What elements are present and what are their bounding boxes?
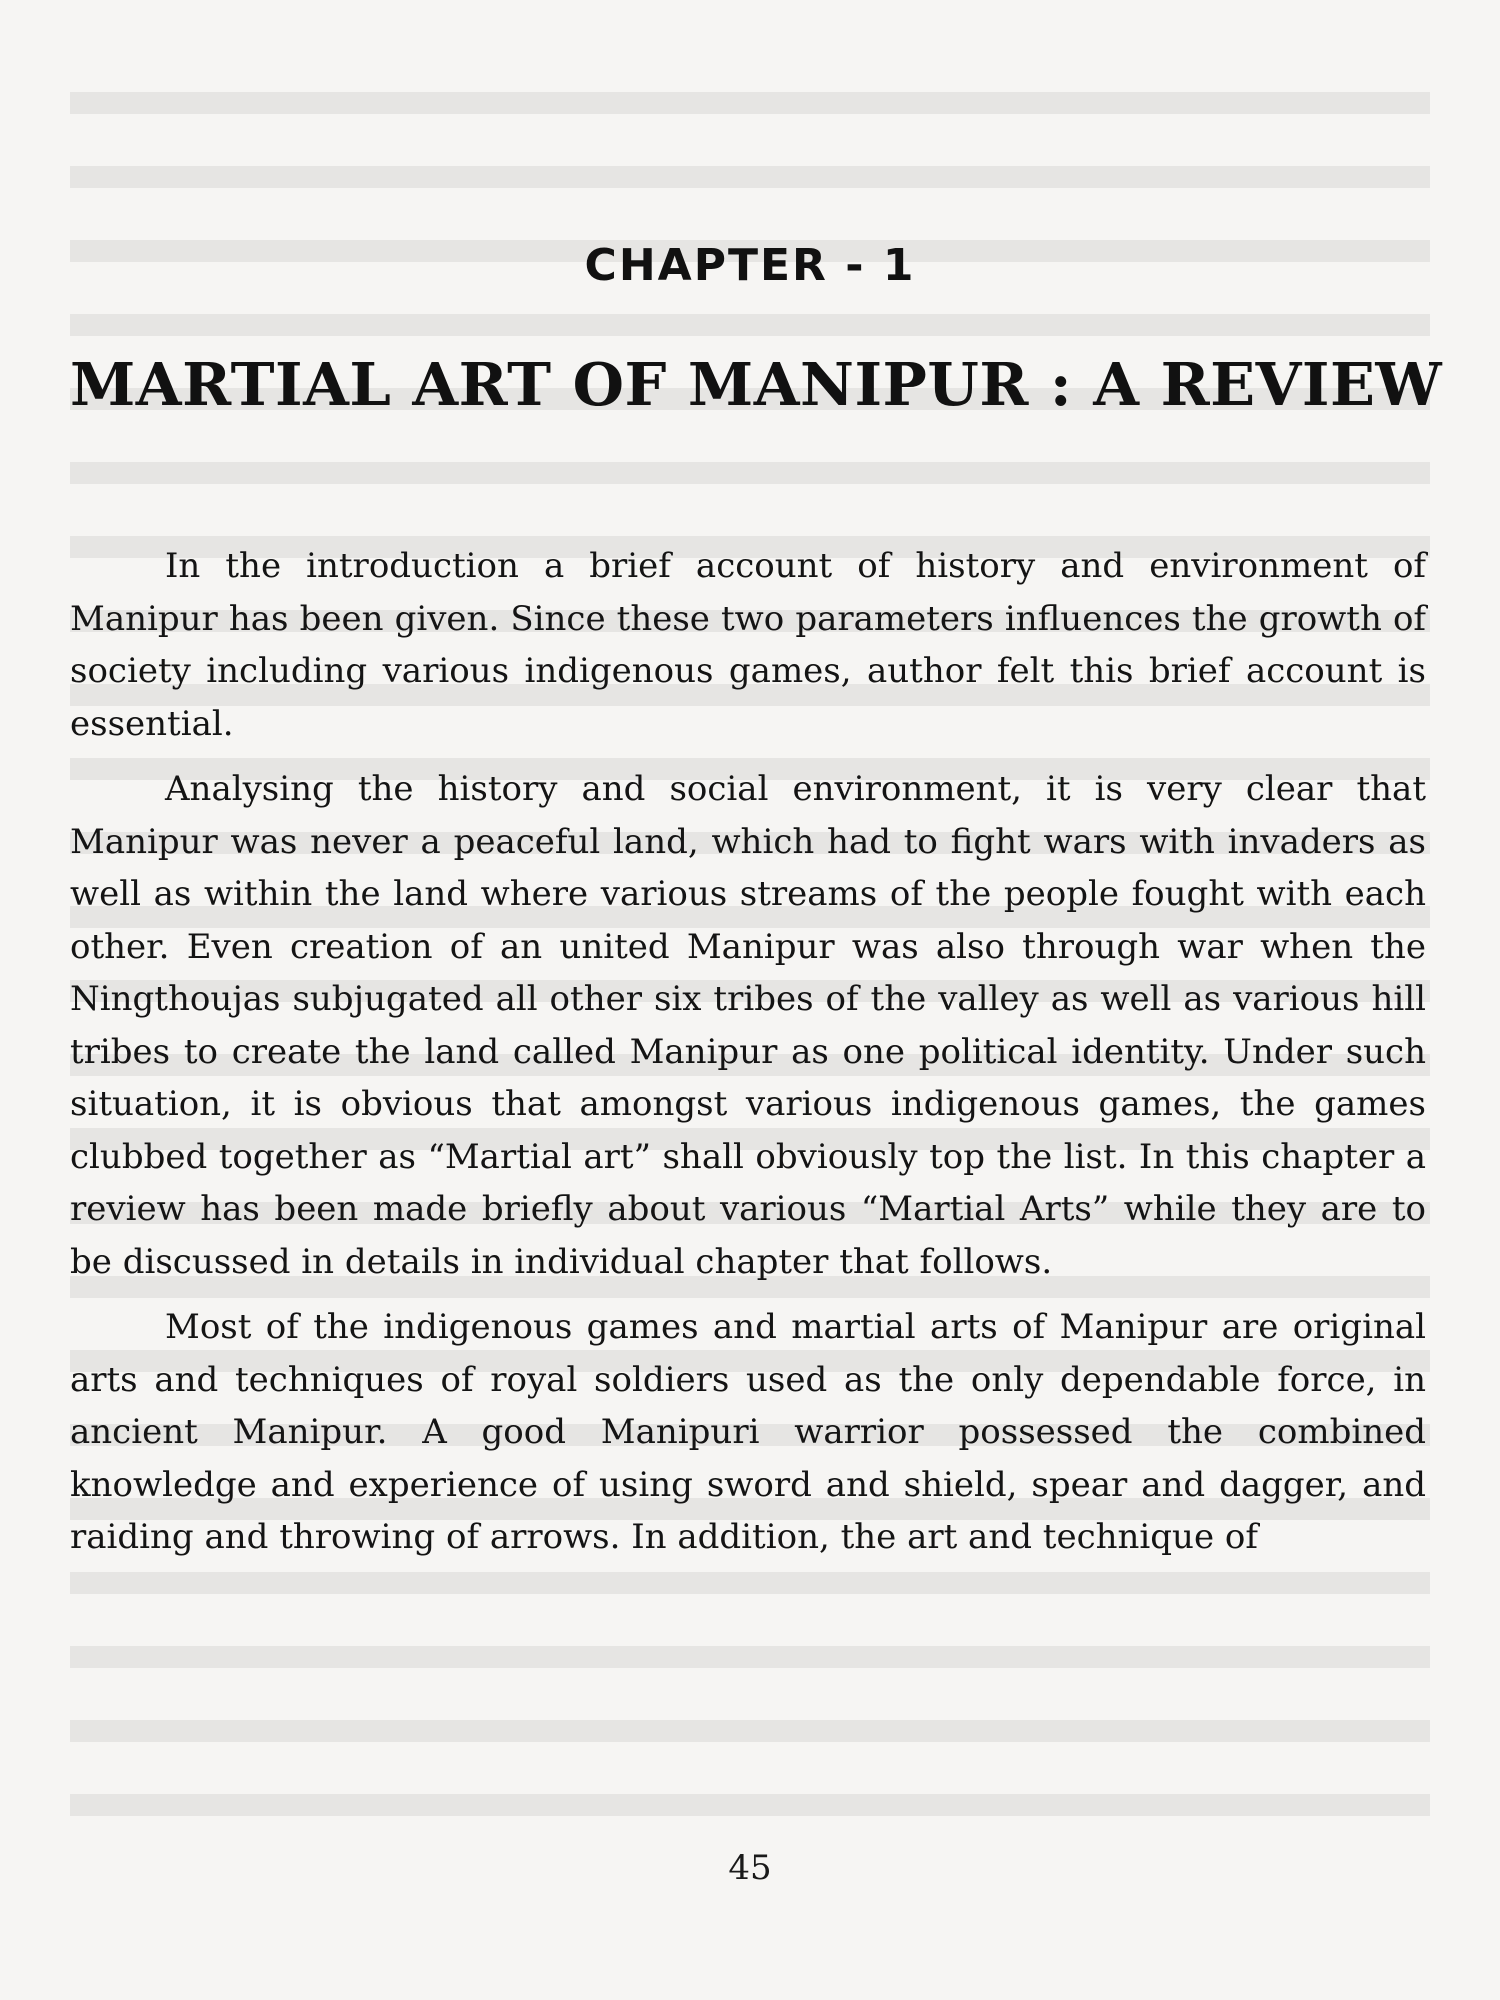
paragraph-history-analysis: Analysing the history and social environment, it is very clear that Manipur was never a peaceful land, which had to fight wars with invaders as well as within the land where various streams of the people fought with each other. Even creation of an united Manipur was also through war when the Ningthoujas subjugated all other six tribes of the valley as well as various hill tribes to create the land called Manipur as one political identity. Under such situation, it is obvious that amongst various indigenous games, the games clubbed together as “Martial art” shall obviously top the list. In this chapter a review has been made briefly about various “Martial Arts” while they are to be discussed in details in individual chapter that follows. xyxy=(70,769,1426,1282)
paragraph-martial-arts-origins: Most of the indigenous games and martial arts of Manipur are original arts and techniques of royal soldiers used as the only dependable force, in ancient Manipur. A good Manipuri warrior possessed the combined knowledge and experience of using sword and shield, spear and dagger, and raiding and throwing of arrows. In addition, the art and technique of xyxy=(70,1307,1426,1557)
chapter-body xyxy=(70,540,1426,1577)
chapter-label: CHAPTER - 1 xyxy=(584,240,916,291)
paragraph-introduction: In the introduction a brief account of history and environment of Manipur has been given. Since these two parameters influences the growth of society including various indigenous games, author felt this brief account is essential. xyxy=(70,546,1426,744)
page-number: 45 xyxy=(728,1848,772,1888)
chapter-title: MARTIAL ART OF MANIPUR : A REVIEW xyxy=(70,350,1443,419)
